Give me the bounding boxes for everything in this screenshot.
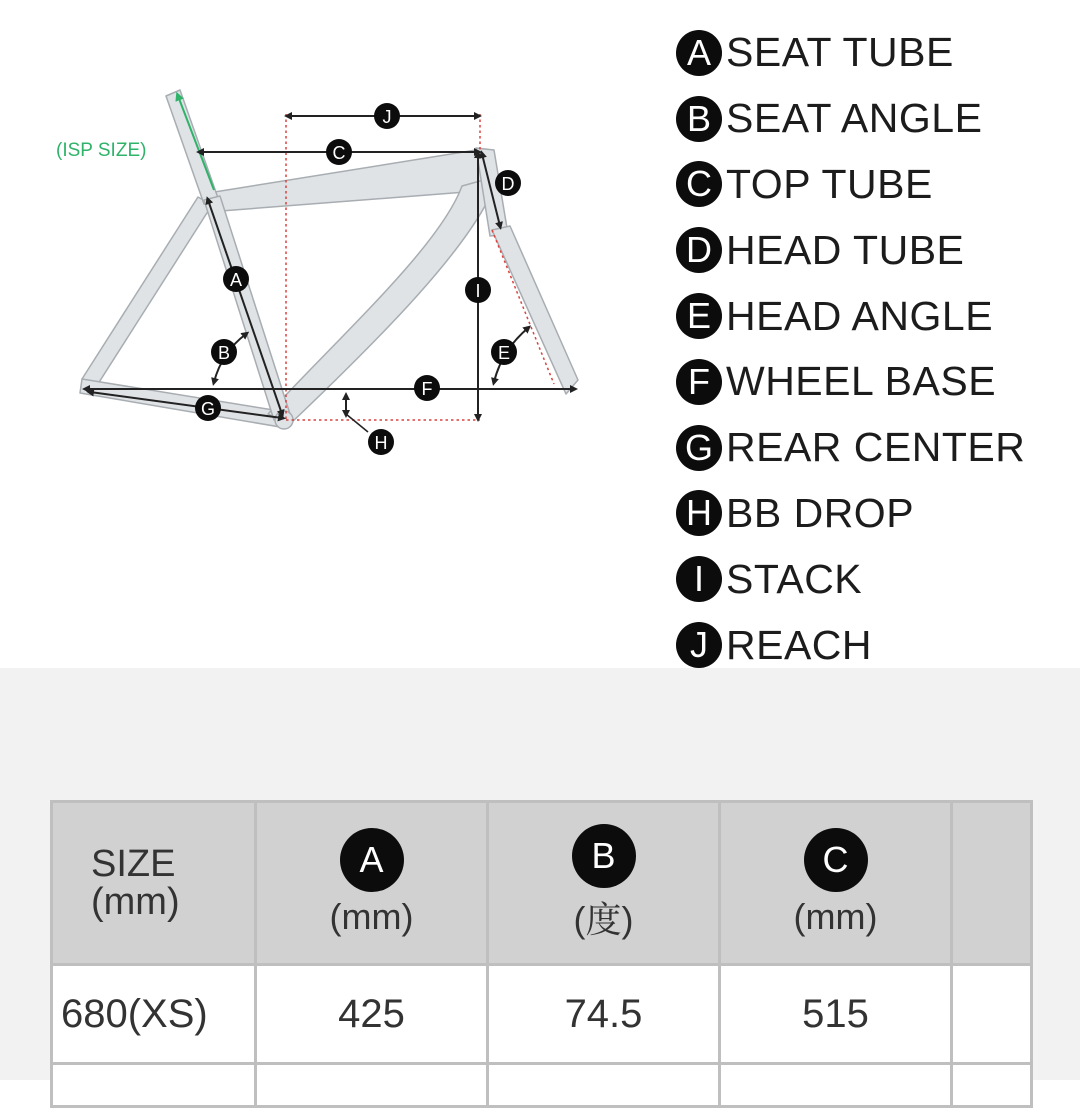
size-header-label: SIZE [91,843,176,885]
legend-item-head-tube [676,217,1080,283]
marker-g [195,395,221,421]
fork [492,226,578,394]
seat-tube [204,196,290,420]
column-badge-b: B [572,824,636,888]
marker-b [211,339,237,365]
legend-badge: C [676,161,722,207]
cell-cutoff [952,965,1032,1064]
legend-badge: E [676,293,722,339]
cell-c: 515 [720,965,952,1064]
chain-stay [80,379,286,428]
legend-item-stack [676,546,1080,612]
legend-item-seat-tube [676,20,1080,86]
legend-label: SEAT ANGLE [726,95,983,142]
legend-item-rear-center [676,415,1080,481]
marker-f [414,375,440,401]
table-header-row [52,802,1032,965]
down-tube [268,176,498,424]
cell-empty [256,1064,488,1107]
svg-text:I: I [475,281,481,301]
bike-frame [80,90,578,429]
header-col-c [720,802,952,965]
legend-badge: H [676,490,722,536]
marker-a [223,266,249,292]
legend-item-top-tube [676,152,1080,218]
svg-text:J: J [382,107,392,127]
cell-empty [720,1064,952,1107]
svg-text:A: A [229,270,243,290]
geometry-legend [676,20,1080,678]
legend-label: HEAD TUBE [726,226,965,273]
legend-label: SEAT TUBE [726,29,954,76]
svg-text:D: D [501,174,515,194]
legend-label: REAR CENTER [726,424,1026,471]
legend-label: REACH [726,621,873,668]
table-row [52,965,1032,1064]
svg-text:C: C [332,143,346,163]
marker-h [368,429,394,455]
marker-i [465,277,491,303]
column-badge-a: A [340,828,404,892]
column-unit-a: (mm) [329,896,414,937]
column-unit-b: (度) [573,898,634,940]
marker-e [491,339,517,365]
legend-item-seat-angle [676,86,1080,152]
svg-text:B: B [217,343,231,363]
legend-badge: B [676,96,722,142]
legend-label: TOP TUBE [726,160,933,207]
svg-text:H: H [374,433,388,453]
cell-a: 425 [256,965,488,1064]
legend-label: WHEEL BASE [726,358,997,405]
legend-label: BB DROP [726,489,915,536]
marker-c [326,139,352,165]
marker-j [374,103,400,129]
cell-empty [952,1064,1032,1107]
legend-item-bb-drop [676,481,1080,547]
seat-post [166,90,218,204]
geometry-spec-table [50,800,1033,1108]
legend-badge: J [676,622,722,668]
legend-label: STACK [726,555,863,602]
legend-item-wheel-base [676,349,1080,415]
isp-size-label: (ISP SIZE) [56,140,147,161]
legend-label: HEAD ANGLE [726,292,994,339]
column-badge-c: C [804,828,868,892]
legend-badge: F [676,359,722,405]
dim-a-line [208,200,282,414]
size-header-unit: (mm) [91,881,180,923]
legend-item-head-angle [676,283,1080,349]
header-col-b [488,802,720,965]
marker-d [495,170,521,196]
column-unit-c: (mm) [793,896,878,937]
header-col-cutoff [952,802,1032,965]
bike-geometry-diagram [0,0,660,520]
bottom-bracket [275,411,293,429]
cell-b: 74.5 [488,965,720,1064]
legend-badge: A [676,30,722,76]
table-row [52,1064,1032,1107]
header-col-a [256,802,488,965]
svg-text:F: F [421,379,433,399]
legend-badge: G [676,425,722,471]
svg-text:G: G [200,399,216,419]
cell-empty [52,1064,256,1107]
header-size [52,802,256,965]
seat-stay [82,197,212,387]
cell-size: 680(XS) [52,965,256,1064]
cell-empty [488,1064,720,1107]
legend-badge: I [676,556,722,602]
legend-badge: D [676,227,722,273]
svg-text:E: E [497,343,511,363]
